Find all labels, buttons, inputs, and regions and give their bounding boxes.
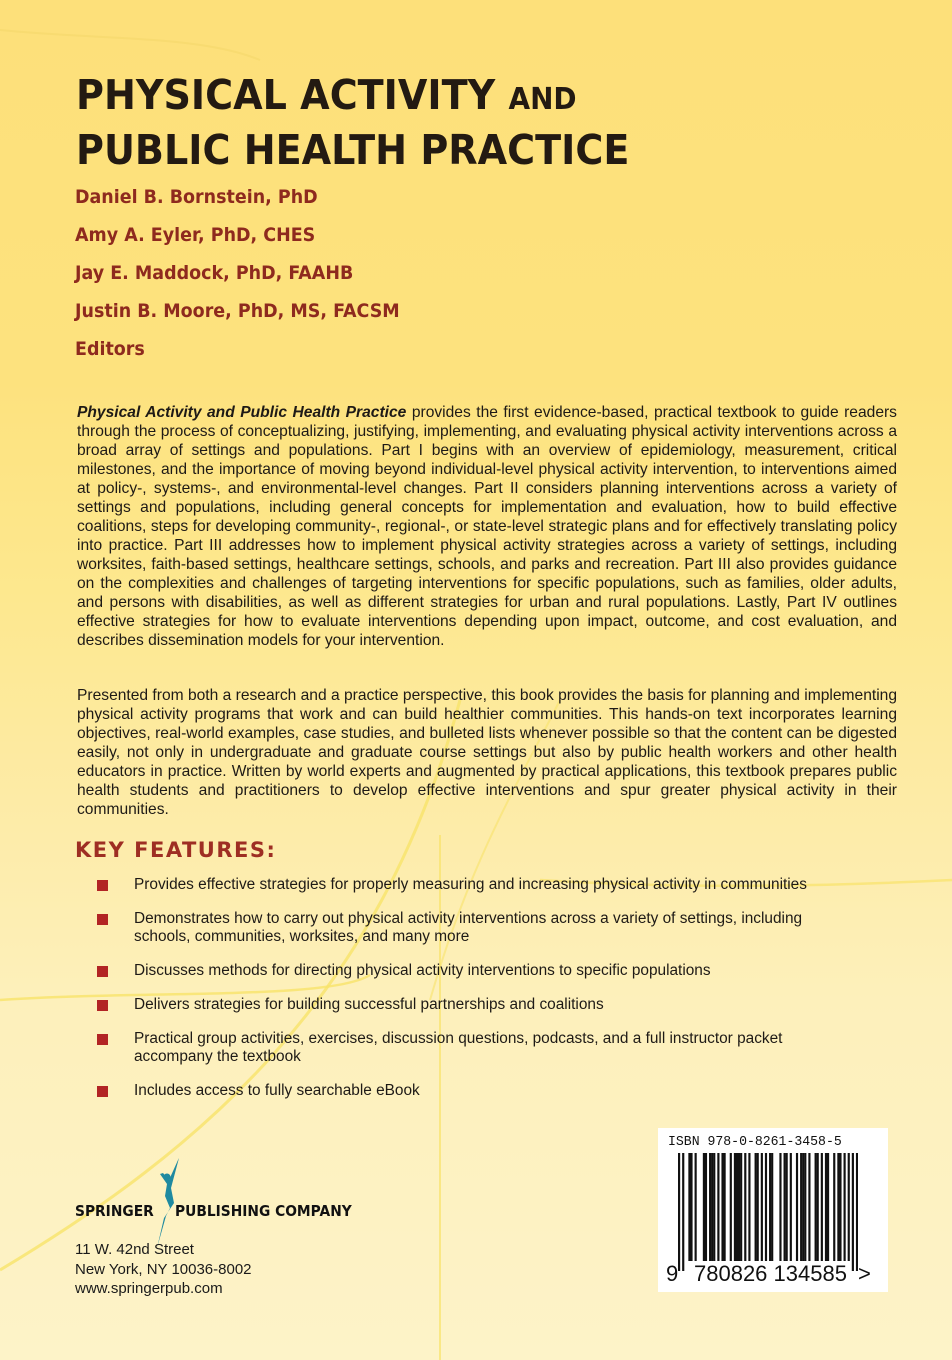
barcode-bar xyxy=(730,1153,732,1261)
key-feature-text: Includes access to fully searchable eBook xyxy=(134,1082,420,1099)
barcode-bar xyxy=(827,1153,829,1261)
key-feature-item xyxy=(97,1030,857,1066)
barcode-bar xyxy=(844,1153,846,1261)
barcode-bar xyxy=(779,1153,781,1261)
barcode-bar xyxy=(784,1153,786,1261)
square-bullet-icon xyxy=(97,914,108,925)
barcode-bar xyxy=(682,1153,684,1271)
barcode-bar xyxy=(790,1153,792,1261)
barcode-bar xyxy=(709,1153,711,1261)
barcode-bar xyxy=(744,1153,746,1261)
barcode-bar xyxy=(852,1153,854,1271)
address-line-1: 11 W. 42nd Street xyxy=(75,1241,194,1258)
barcode-bar xyxy=(796,1153,798,1261)
barcode-bar xyxy=(717,1153,719,1261)
publisher-website: www.springerpub.com xyxy=(75,1280,223,1297)
barcode-bar xyxy=(856,1153,858,1271)
barcode-bar xyxy=(821,1153,823,1261)
address-line-2: New York, NY 10036-8002 xyxy=(75,1260,252,1278)
key-feature-item xyxy=(97,996,857,1014)
editor-name: Daniel B. Bornstein, PhD xyxy=(75,186,318,208)
barcode-bar xyxy=(703,1153,705,1261)
square-bullet-icon xyxy=(97,966,108,977)
publisher-name-left: SPRINGER xyxy=(75,1202,154,1220)
description-paragraph-1-text: provides the first evidence-based, practical textbook to guide readers through the process of conceptualizing, justifying, implementing, and evaluating physical activity interventions across a broad array of settings and populations. Part I begins with an overview of epidemiology, measurement, critical milestones, and the importance of moving beyond individual-level physical activity intervention, to interventions aimed at policy-, systems-, and environmental-level changes. Part II considers planning interventions across a variety of settings and populations, including general concepts for implementation and evaluation, how to build effective coalitions, steps for developing community-, regional-, or state-level strategic plans and for effectively translating policy into practice. Part III addresses how to implement physical activity strategies across a variety of settings, including worksites, faith-based settings, healthcare settings, schools, and parks and recreation. Part III also provides guidance on the complexities and challenges of targeting interventions for specific populations, such as families, older adults, and persons with disabilities, as well as different strategies for urban and rural populations. Lastly, Part IV outlines effective strategies for how to evaluate interventions depending upon impact, outcome, and cost evaluation, and describes dissemination models for your intervention. xyxy=(77,404,897,649)
editor-name: Amy A. Eyler, PhD, CHES xyxy=(75,224,316,246)
description-paragraph-1 xyxy=(77,403,897,650)
barcode-bar xyxy=(802,1153,804,1261)
barcode-bar xyxy=(808,1153,810,1261)
key-feature-text: Demonstrates how to carry out physical activity interventions across a variety of settings, including schools, communities, worksites, and many more xyxy=(134,910,803,945)
barcode-bar xyxy=(688,1153,690,1261)
barcode-quiet-zone-arrow: > xyxy=(858,1261,871,1286)
key-feature-item xyxy=(97,962,857,980)
key-feature-item xyxy=(97,876,857,894)
barcode-bar xyxy=(738,1153,740,1261)
barcode-bar xyxy=(769,1153,771,1271)
square-bullet-icon xyxy=(97,1034,108,1045)
isbn-label: ISBN 978-0-8261-3458-5 xyxy=(668,1134,842,1150)
barcode-bar xyxy=(757,1153,759,1261)
title-and: AND xyxy=(508,82,577,117)
square-bullet-icon xyxy=(97,1086,108,1097)
description-paragraph-2: Presented from both a research and a practice perspective, this book provides the basis for planning and implementing physical activity programs that work and can build healthier communities. This hands-on text incorporates learning objectives, real-world examples, case studies, and bulleted lists whenever possible so that the content can be digested easily, not only in undergraduate and graduate course settings but also by public health workers and other health educators in practice. Written by world experts and augmented by practical applications, this textbook prepares public health students and practitioners to develop effective interventions and spur greater physical activity in their communities. xyxy=(77,687,898,818)
key-features-list xyxy=(97,876,857,1116)
editors-list xyxy=(75,183,400,363)
barcode-bar xyxy=(817,1153,819,1261)
barcode-bar xyxy=(690,1153,692,1261)
barcode-bar xyxy=(713,1153,715,1261)
barcode-bar xyxy=(815,1153,817,1261)
barcode-bar xyxy=(705,1153,707,1261)
editor-name: Justin B. Moore, PhD, MS, FACSM xyxy=(75,300,400,322)
barcode-bar xyxy=(678,1153,680,1271)
key-feature-text: Delivers strategies for building successful partnerships and coalitions xyxy=(134,996,604,1013)
square-bullet-icon xyxy=(97,1000,108,1011)
barcode-bar xyxy=(724,1153,726,1261)
publisher-name-right: PUBLISHING COMPANY xyxy=(175,1202,352,1220)
key-feature-text: Discusses methods for directing physical activity interventions to specific populations xyxy=(134,962,711,979)
barcode-bar xyxy=(800,1153,802,1261)
barcode-bar xyxy=(755,1153,757,1261)
isbn-barcode xyxy=(658,1128,888,1292)
key-feature-item xyxy=(97,910,857,946)
barcode-bars xyxy=(678,1153,858,1271)
barcode-digit-groups: 780826 134585 xyxy=(694,1261,847,1286)
barcode-bar xyxy=(771,1153,773,1271)
barcode-bar xyxy=(839,1153,841,1261)
barcode-bar xyxy=(833,1153,835,1261)
barcode-bar xyxy=(721,1153,723,1261)
editors-label: Editors xyxy=(75,338,145,360)
barcode-first-digit: 9 xyxy=(666,1261,679,1286)
book-title-italic: Physical Activity and Public Health Practice xyxy=(77,404,407,421)
barcode-bar xyxy=(734,1153,736,1261)
barcode-bar xyxy=(786,1153,788,1261)
barcode-bar xyxy=(748,1153,750,1261)
publisher-logo xyxy=(74,1158,374,1248)
title-line-2: PUBLIC HEALTH PRACTICE xyxy=(76,126,630,174)
key-feature-item xyxy=(97,1082,857,1100)
book-title xyxy=(76,70,629,175)
barcode-bar xyxy=(804,1153,806,1261)
barcode-bar xyxy=(761,1153,763,1261)
publisher-address xyxy=(75,1240,252,1299)
barcode-bar xyxy=(825,1153,827,1261)
barcode-bar xyxy=(765,1153,767,1271)
barcode-bar xyxy=(736,1153,738,1261)
key-feature-text: Practical group activities, exercises, discussion questions, podcasts, and a full instructor packet accompany the textbook xyxy=(134,1030,783,1065)
barcode-bar xyxy=(695,1153,697,1261)
title-line-1: PHYSICAL ACTIVITY xyxy=(76,71,496,119)
barcode-bar xyxy=(711,1153,713,1261)
barcode-bar xyxy=(837,1153,839,1261)
editor-name: Jay E. Maddock, PhD, FAAHB xyxy=(75,262,354,284)
square-bullet-icon xyxy=(97,880,108,891)
key-feature-text: Provides effective strategies for properly measuring and increasing physical activity in communities xyxy=(134,876,807,893)
key-features-heading: KEY FEATURES: xyxy=(75,838,277,862)
barcode-bar xyxy=(848,1153,850,1261)
barcode-bar xyxy=(740,1153,742,1261)
